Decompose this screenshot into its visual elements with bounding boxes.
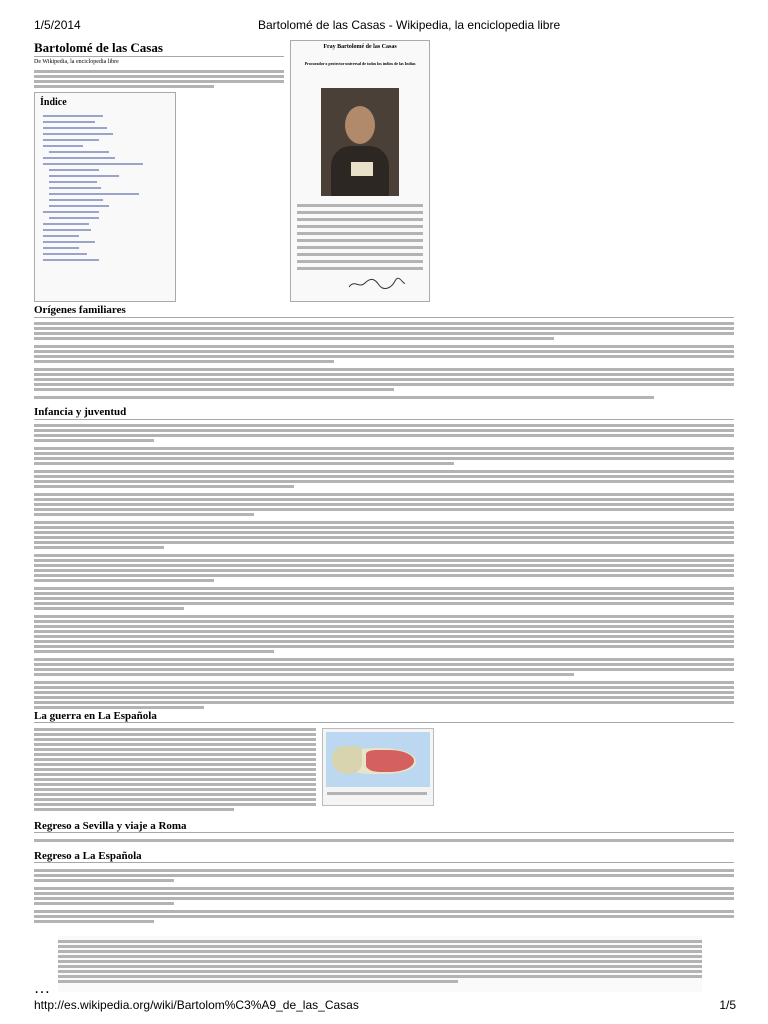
text-line: [34, 447, 734, 450]
map-image: [326, 732, 430, 787]
toc-item[interactable]: [43, 157, 115, 159]
portrait-book: [351, 162, 373, 176]
text-line: [34, 434, 734, 437]
text-line: [58, 960, 702, 963]
text-line: [34, 587, 734, 590]
text-line: [34, 439, 154, 442]
text-line: [58, 955, 702, 958]
text-line: [34, 879, 174, 882]
infobox: [290, 40, 430, 302]
toc-item[interactable]: [43, 115, 103, 117]
text-line: [34, 763, 316, 766]
text-line: [34, 337, 554, 340]
text-line: [58, 970, 702, 973]
toc-item[interactable]: [43, 235, 79, 237]
map-region: [332, 746, 362, 774]
toc-item[interactable]: [49, 217, 99, 219]
text-line: [34, 546, 164, 549]
text-line: [34, 429, 734, 432]
text-line: [58, 965, 702, 968]
text-line: [34, 758, 316, 761]
portrait-image: [321, 88, 399, 196]
toc-item[interactable]: [43, 247, 79, 249]
text-line: [34, 569, 734, 572]
text-placeholder: …: [34, 980, 50, 997]
toc-item[interactable]: [43, 133, 113, 135]
text-line: [34, 615, 734, 618]
text-line: [34, 574, 734, 577]
text-line: [34, 388, 394, 391]
text-line: [34, 902, 174, 905]
text-line: [34, 373, 734, 376]
text-line: [34, 701, 734, 704]
section-heading: Infancia y juventud: [34, 406, 127, 418]
blockquote: [58, 936, 702, 992]
text-line: [34, 579, 214, 582]
text-line: [34, 635, 734, 638]
text-line: [34, 673, 574, 676]
text-line: [58, 975, 702, 978]
section-heading: Regreso a La Española: [34, 850, 142, 862]
text-line: [34, 681, 734, 684]
text-line: [34, 498, 734, 501]
toc-item[interactable]: [43, 229, 91, 231]
text-line: [34, 728, 316, 731]
section-rule: [34, 419, 734, 420]
signature-image: [347, 277, 407, 291]
print-page-number: 1/5: [719, 998, 736, 1012]
infobox-row: [297, 246, 423, 249]
text-line: [34, 597, 734, 600]
text-line: [58, 950, 702, 953]
text-line: [34, 869, 734, 872]
toc-item[interactable]: [43, 253, 87, 255]
text-line: [34, 493, 734, 496]
text-line: [34, 396, 654, 399]
toc-item[interactable]: [49, 175, 119, 177]
text-line: [34, 778, 316, 781]
text-line: [34, 658, 734, 661]
text-line: [34, 536, 734, 539]
text-line: [34, 322, 734, 325]
text-line: [34, 874, 734, 877]
text-line: [34, 640, 734, 643]
text-line: [34, 650, 274, 653]
toc-item[interactable]: [43, 127, 107, 129]
text-line: [34, 915, 734, 918]
print-page-title: Bartolomé de las Casas - Wikipedia, la enciclopedia libre: [258, 18, 561, 32]
section-rule: [34, 862, 734, 863]
toc-item[interactable]: [43, 163, 143, 165]
text-line: [34, 696, 734, 699]
text-line: [34, 513, 254, 516]
text-line: [34, 663, 734, 666]
text-line: [34, 526, 734, 529]
text-line: [34, 839, 734, 842]
infobox-name: Fray Bartolomé de las Casas: [323, 44, 397, 50]
text-line: [34, 503, 734, 506]
article-subtitle: De Wikipedia, la enciclopedia libre: [34, 59, 119, 65]
text-line: [34, 350, 734, 353]
toc-item[interactable]: [49, 187, 101, 189]
text-line: [34, 743, 316, 746]
figure-map: [322, 728, 434, 806]
text-line: [34, 554, 734, 557]
text-line: [34, 920, 154, 923]
text-line: [34, 541, 734, 544]
infobox-row: [297, 225, 423, 228]
text-line: [34, 327, 734, 330]
text-line: [34, 462, 454, 465]
section-rule: [34, 832, 734, 833]
map-region-highlight: [366, 750, 414, 772]
toc-item[interactable]: [43, 121, 95, 123]
toc-item[interactable]: [43, 259, 99, 261]
infobox-row: [297, 253, 423, 256]
text-line: [34, 592, 734, 595]
toc-item[interactable]: [49, 181, 97, 183]
toc-item[interactable]: [49, 205, 109, 207]
toc-item[interactable]: [43, 223, 89, 225]
text-line: [58, 940, 702, 943]
article-title: Bartolomé de las Casas: [34, 40, 163, 55]
text-line: [34, 668, 734, 671]
section-rule: [34, 317, 734, 318]
toc-item[interactable]: [49, 199, 103, 201]
toc-title: Índice: [40, 97, 67, 108]
text-line: [34, 368, 734, 371]
text-line: [34, 706, 204, 709]
text-line: [34, 85, 214, 88]
text-line: [34, 360, 334, 363]
text-line: [34, 793, 316, 796]
article-page: [34, 40, 734, 997]
text-line: [34, 564, 734, 567]
print-footer: [0, 994, 768, 1016]
section-rule: [34, 722, 734, 723]
text-line: [34, 383, 734, 386]
text-line: [34, 686, 734, 689]
infobox-row: [297, 204, 423, 207]
text-line: [34, 738, 316, 741]
text-line: [34, 607, 184, 610]
text-line: [34, 521, 734, 524]
text-line: [34, 457, 734, 460]
text-line: [34, 897, 734, 900]
text-line: [34, 378, 734, 381]
table-of-contents: [34, 92, 176, 302]
infobox-row: [297, 218, 423, 221]
infobox-row: [297, 239, 423, 242]
text-line: [34, 620, 734, 623]
infobox-row: [297, 232, 423, 235]
infobox-row: [297, 211, 423, 214]
text-line: [34, 485, 294, 488]
text-line: [34, 645, 734, 648]
text-line: [34, 531, 734, 534]
text-line: [34, 508, 734, 511]
text-line: [34, 910, 734, 913]
text-line: [34, 887, 734, 890]
figure-caption: [327, 792, 427, 795]
text-line: [34, 803, 316, 806]
text-line: [34, 892, 734, 895]
infobox-row: [297, 260, 423, 263]
text-line: [34, 625, 734, 628]
toc-item[interactable]: [49, 151, 109, 153]
text-line: [34, 559, 734, 562]
text-line: [34, 70, 284, 73]
text-line: [34, 475, 734, 478]
text-line: [34, 470, 734, 473]
print-header: [0, 14, 768, 36]
text-line: [34, 691, 734, 694]
portrait-face: [345, 106, 375, 144]
toc-item[interactable]: [43, 145, 83, 147]
text-line: [34, 602, 734, 605]
text-line: [34, 748, 316, 751]
section-heading: Regreso a Sevilla y viaje a Roma: [34, 820, 187, 832]
text-line: [34, 753, 316, 756]
text-line: [34, 355, 734, 358]
section-heading: Orígenes familiares: [34, 304, 126, 316]
text-line: [34, 630, 734, 633]
toc-item[interactable]: [49, 193, 139, 195]
text-line: [34, 345, 734, 348]
text-line: [58, 945, 702, 948]
text-line: [34, 773, 316, 776]
toc-item[interactable]: [49, 169, 99, 171]
text-line: [34, 332, 734, 335]
text-line: [34, 480, 734, 483]
text-line: [58, 980, 458, 983]
print-date: 1/5/2014: [34, 18, 81, 32]
text-line: [34, 75, 284, 78]
text-line: [34, 768, 316, 771]
infobox-caption: Procurador o protector universal de todos los indios de las Indias: [304, 61, 416, 66]
text-line: [34, 788, 316, 791]
text-line: [34, 452, 734, 455]
section-heading: La guerra en La Española: [34, 710, 157, 722]
text-line: [34, 783, 316, 786]
toc-item[interactable]: [43, 241, 95, 243]
text-line: [34, 733, 316, 736]
text-line: [34, 808, 234, 811]
text-line: [34, 798, 316, 801]
print-url: http://es.wikipedia.org/wiki/Bartolom%C3%A9_de_las_Casas: [34, 998, 359, 1012]
text-line: [34, 80, 284, 83]
toc-item[interactable]: [43, 211, 99, 213]
infobox-row: [297, 267, 423, 270]
text-line: [34, 424, 734, 427]
title-rule: [34, 56, 284, 57]
toc-item[interactable]: [43, 139, 99, 141]
